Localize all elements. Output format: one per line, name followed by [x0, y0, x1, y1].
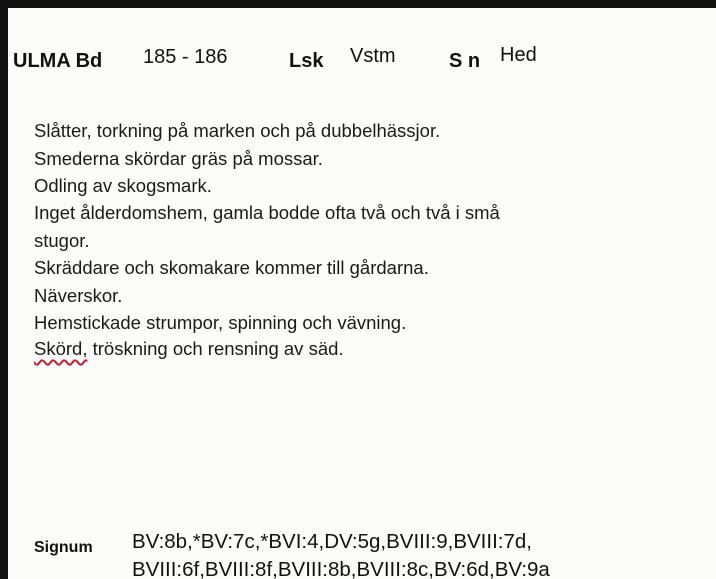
- body-line-1: Slåtter, torkning på marken och på dubbelhässjor.: [34, 120, 441, 141]
- sn-label: S n: [449, 50, 481, 72]
- body-line-6: Skräddare och skomakare kommer till gårdarna.: [34, 257, 429, 278]
- ulma-value: 185 - 186: [143, 46, 228, 68]
- signum-line-1: BV:8b,*BV:7c,*BVI:4,DV:5g,BVIII:9,BVIII:7d,: [132, 530, 532, 553]
- lsk-label: Lsk: [289, 50, 324, 72]
- ulma-label: ULMA Bd: [13, 50, 103, 72]
- signum-line-2: [132, 558, 550, 579]
- body-line-9-rest: tröskning och rensning av säd.: [87, 338, 344, 359]
- sn-value: Hed: [500, 44, 537, 66]
- index-card: [8, 8, 716, 579]
- signum-label: Signum: [34, 539, 93, 556]
- signum-line-2-start: BVIII:6f,BVIII:8f,BVIII:8b,BVIII:8c,: [132, 558, 434, 579]
- body-line-7: Näverskor.: [34, 285, 123, 306]
- signum-line-2-end: ,BV:9a: [489, 558, 550, 579]
- body-line-2: Smederna skördar gräs på mossar.: [34, 148, 323, 169]
- body-line-3: Odling av skogsmark.: [34, 175, 212, 196]
- body-line-4: Inget ålderdomshem, gamla bodde ofta två och två i små: [34, 202, 500, 223]
- body-line-9: [34, 338, 344, 360]
- body-line-8: Hemstickade strumpor, spinning och vävning.: [34, 312, 407, 333]
- underlined-word: Skörd,: [34, 338, 88, 359]
- body-line-5: stugor.: [34, 230, 90, 251]
- signum-marked-code: BV:6d: [433, 558, 490, 579]
- lsk-value: Vstm: [350, 45, 396, 67]
